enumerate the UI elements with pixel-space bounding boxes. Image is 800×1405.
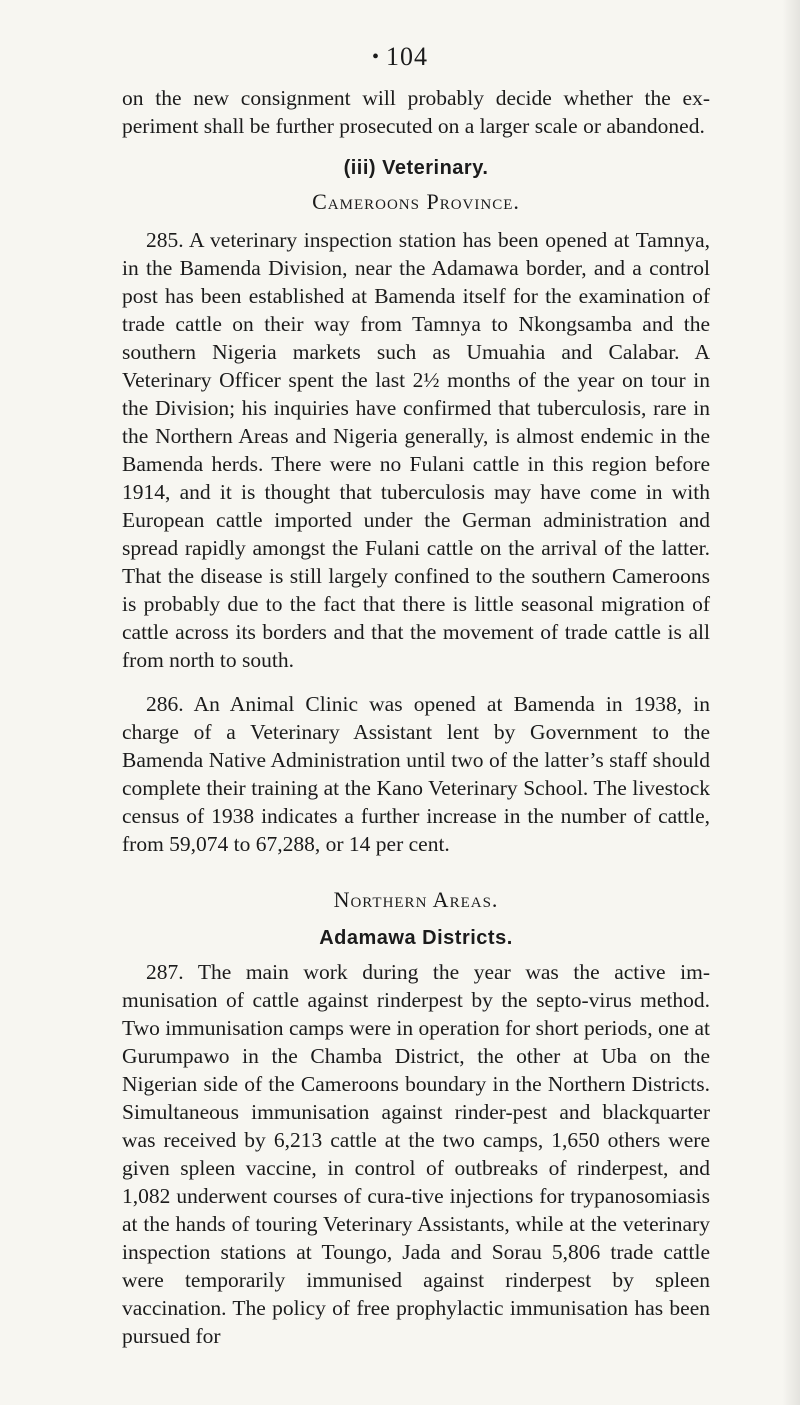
page-edge-shadow [782, 0, 800, 1405]
cameroons-province-heading: Cameroons Province. [312, 189, 520, 214]
page-number-dot: • [371, 46, 380, 68]
page-content [122, 84, 710, 1350]
adamawa-districts-heading: Adamawa Districts. [319, 927, 513, 949]
section-heading-veterinary: (iii) Veterinary. [343, 157, 489, 179]
page-number-text: 104 [386, 42, 428, 71]
paragraph-287: 287. The main work during the year was the active im-munisation of cattle against rinderpest by the septo-virus method. Two immunisation camps were in operation for short periods, one at Gurumpawo in the Chamba District, the other at Uba on the Nigerian side of the Cameroons boundary in the Northern Districts. Simultaneous immunisation against rinder-pest and blackquarter was received by 6,213 cattle at the two camps, 1,650 others were given spleen vaccine, in control of outbreaks of rinderpest, and 1,082 underwent courses of cura-tive injections for trypanosomiasis at the hands of touring Veterinary Assistants, while at the veterinary inspection stations at Toungo, Jada and Sorau 5,806 trade cattle were temporarily immunised against rinderpest by spleen vaccination. The policy of free prophylactic immunisation has been pursued for [122, 960, 710, 1348]
northern-areas-heading: Northern Areas. [333, 887, 499, 912]
intro-paragraph: on the new consignment will probably decide whether the ex-periment shall be further prosecuted on a larger scale or abandoned. [122, 86, 710, 138]
paragraph-286: 286. An Animal Clinic was opened at Bamenda in 1938, in charge of a Veterinary Assistant lent by Government to the Bamenda Native Administration until two of the latter’s staff should complete their training at the Kano Veterinary School. The livestock census of 1938 indicates a further increase in the number of cattle, from 59,074 to 67,288, or 14 per cent. [122, 692, 710, 856]
paragraph-285: 285. A veterinary inspection station has been opened at Tamnya, in the Bamenda Division, near the Adamawa border, and a control post has been established at Bamenda itself for the examination of trade cattle on their way from Tamnya to Nkongsamba and the southern Nigeria markets such as Umuahia and Calabar. A Veterinary Officer spent the last 2½ months of the year on tour in the Division; his inquiries have confirmed that tuberculosis, rare in the Northern Areas and Nigeria generally, is almost endemic in the Bamenda herds. There were no Fulani cattle in this region before 1914, and it is thought that tuberculosis may have come in with European cattle imported under the German administration and spread rapidly amongst the Fulani cattle on the arrival of the latter. That the disease is still largely confined to the southern Cameroons is probably due to the fact that there is little seasonal migration of cattle across its borders and that the movement of trade cattle is all from north to south. [122, 228, 710, 672]
page-number [0, 42, 800, 72]
